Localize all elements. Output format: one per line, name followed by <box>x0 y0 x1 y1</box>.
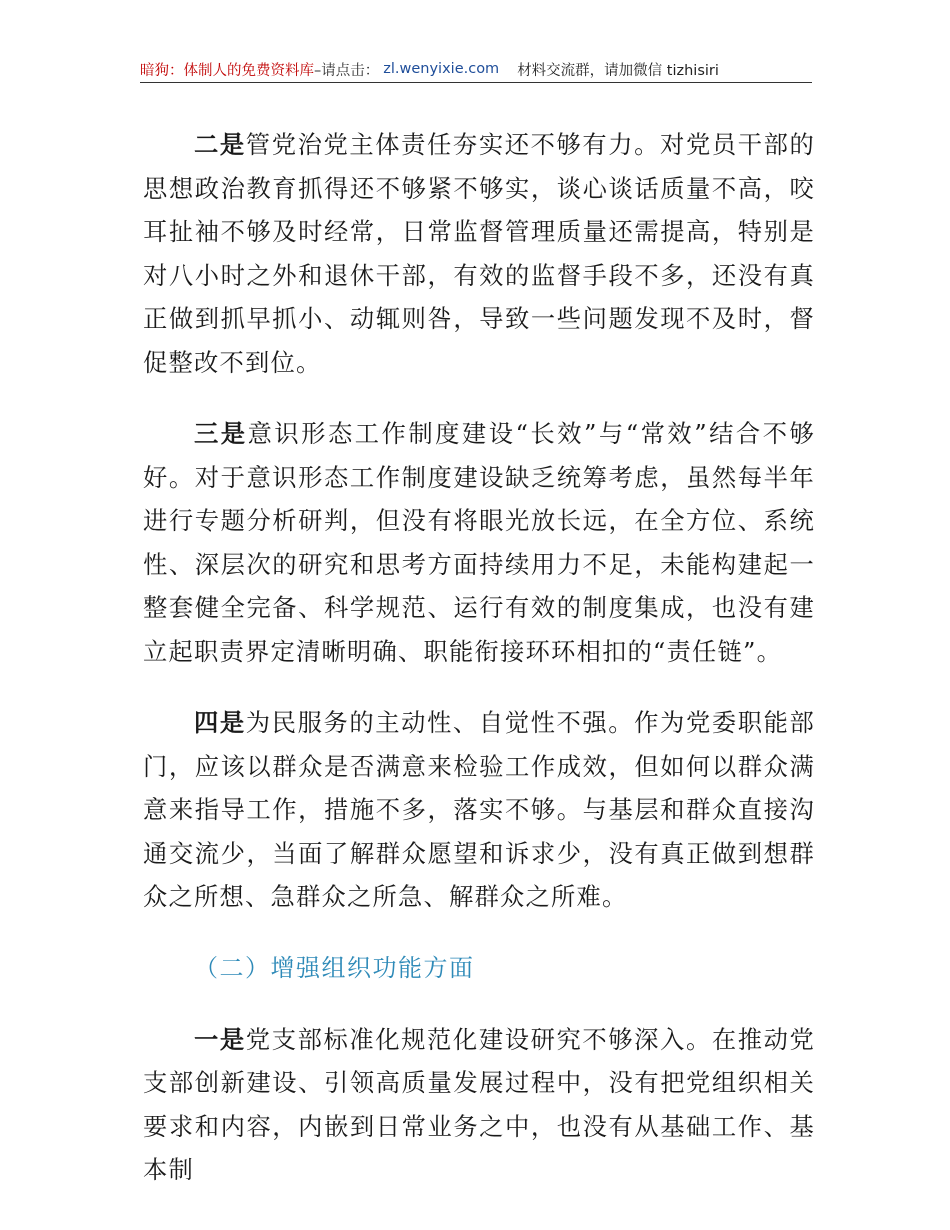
paragraph-4 <box>143 701 815 919</box>
paragraph-lead: 一是 <box>194 1024 246 1054</box>
page-header <box>140 56 812 83</box>
paragraph-text: 党支部标准化规范化建设研究不够深入。在推动党支部创新建设、引领高质量发展过程中，没有把党组织相关要求和内容，内嵌到日常业务之中，也没有从基础工作、基本制 <box>143 1024 816 1184</box>
section-heading: （二）增强组织功能方面 <box>194 953 475 982</box>
paragraph-text: 意识形态工作制度建设“长效”与“常效”结合不够好。对于意识形态工作制度建设缺乏统筹考虑，虽然每半年进行专题分析研判，但没有将眼光放长远，在全方位、系统性、深层次的研究和思考方面持续用力不足，未能构建起一整套健全完备、科学规范、运行有效的制度集成，也没有建立起职责界定清晰明确、职能衔接环环相扣的“责任链”。 <box>143 419 815 666</box>
paragraph-2 <box>143 123 815 384</box>
paragraph-text: 为民服务的主动性、自觉性不强。作为党委职能部门，应该以群众是否满意来检验工作成效，但如何以群众满意来指导工作，措施不多，落实不够。与基层和群众直接沟通交流少，当面了解群众愿望和诉求少，没有真正做到想群众之所想、急群众之所急、解群众之所难。 <box>143 708 816 911</box>
paragraph-lead: 四是 <box>194 708 246 737</box>
header-url-link[interactable]: zl.wenyixie.com <box>383 61 500 77</box>
header-click-prompt: –请点击： <box>314 62 380 79</box>
paragraph-3 <box>143 412 815 673</box>
paragraph-lead: 二是 <box>194 130 246 159</box>
paragraph-section2-1 <box>143 1018 815 1192</box>
header-contact: 材料交流群，请加微信 tizhisiri <box>517 62 719 79</box>
paragraph-text: 管党治党主体责任夯实还不够有力。对党员干部的思想政治教育抓得还不够紧不够实，谈心谈话质量不高，咬耳扯袖不够及时经常，日常监督管理质量还需提高，特别是对八小时之外和退休干部，有效的监督手段不多，还没有真正做到抓早抓小、动辄则咎，导致一些问题发现不及时，督促整改不到位。 <box>143 130 816 377</box>
header-site-name: 暗狗：体制人的免费资料库 <box>140 62 314 79</box>
document-body <box>143 123 815 1192</box>
paragraph-lead: 三是 <box>194 419 248 448</box>
